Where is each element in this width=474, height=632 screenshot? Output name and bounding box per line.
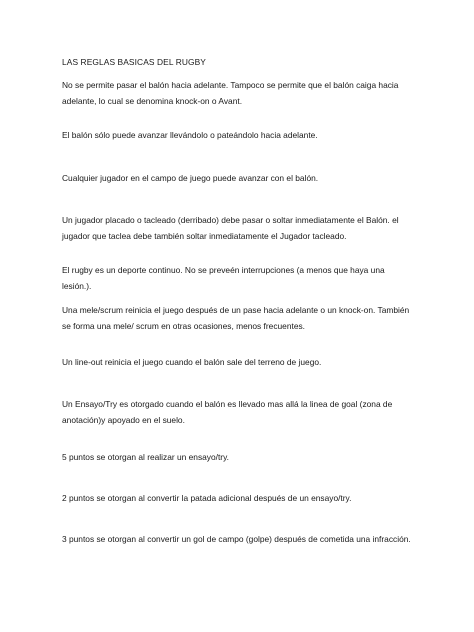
- paragraph-tackle-rule: Un jugador placado o tacleado (derribado) debe pasar o soltar inmediatamente el Balón. el jugador que taclea debe también soltar inmediatamente el Jugador tacleado.: [62, 215, 399, 241]
- paragraph-lineout-rule: Un line-out reinicia el juego cuando el balón sale del terreno de juego.: [62, 357, 322, 367]
- paragraph-ball-advance-rule: El balón sólo puede avanzar llevándolo o pateándolo hacia adelante.: [62, 130, 318, 140]
- paragraph-scrum-rule: Una mele/scrum reinicia el juego después de un pase hacia adelante o un knock-on. También se forma una mele/ scrum en otras ocasiones, menos frecuentes.: [62, 305, 410, 331]
- paragraph-try-rule: Un Ensayo/Try es otorgado cuando el balón es llevado mas allá la linea de goal (zona de anotación)y apoyado en el suelo.: [62, 399, 393, 425]
- document-title: LAS REGLAS BASICAS DEL RUGBY: [62, 57, 206, 67]
- paragraph-penalty-points: 3 puntos se otorgan al convertir un gol de campo (golpe) después de cometida una infracción.: [62, 534, 411, 544]
- paragraph-any-player-rule: Cualquier jugador en el campo de juego puede avanzar con el balón.: [62, 173, 319, 183]
- paragraph-try-points: 5 puntos se otorgan al realizar un ensayo/try.: [62, 452, 229, 462]
- paragraph-continuous-play-rule: El rugby es un deporte continuo. No se preveén interrupciones (a menos que haya una lesión.).: [62, 265, 385, 291]
- paragraph-conversion-points: 2 puntos se otorgan al convertir la patada adicional después de un ensayo/try.: [62, 493, 352, 503]
- paragraph-forward-pass-rule: No se permite pasar el balón hacia adelante. Tampoco se permite que el balón caiga hacia adelante, lo cual se denomina knock-on o Avant.: [62, 80, 399, 106]
